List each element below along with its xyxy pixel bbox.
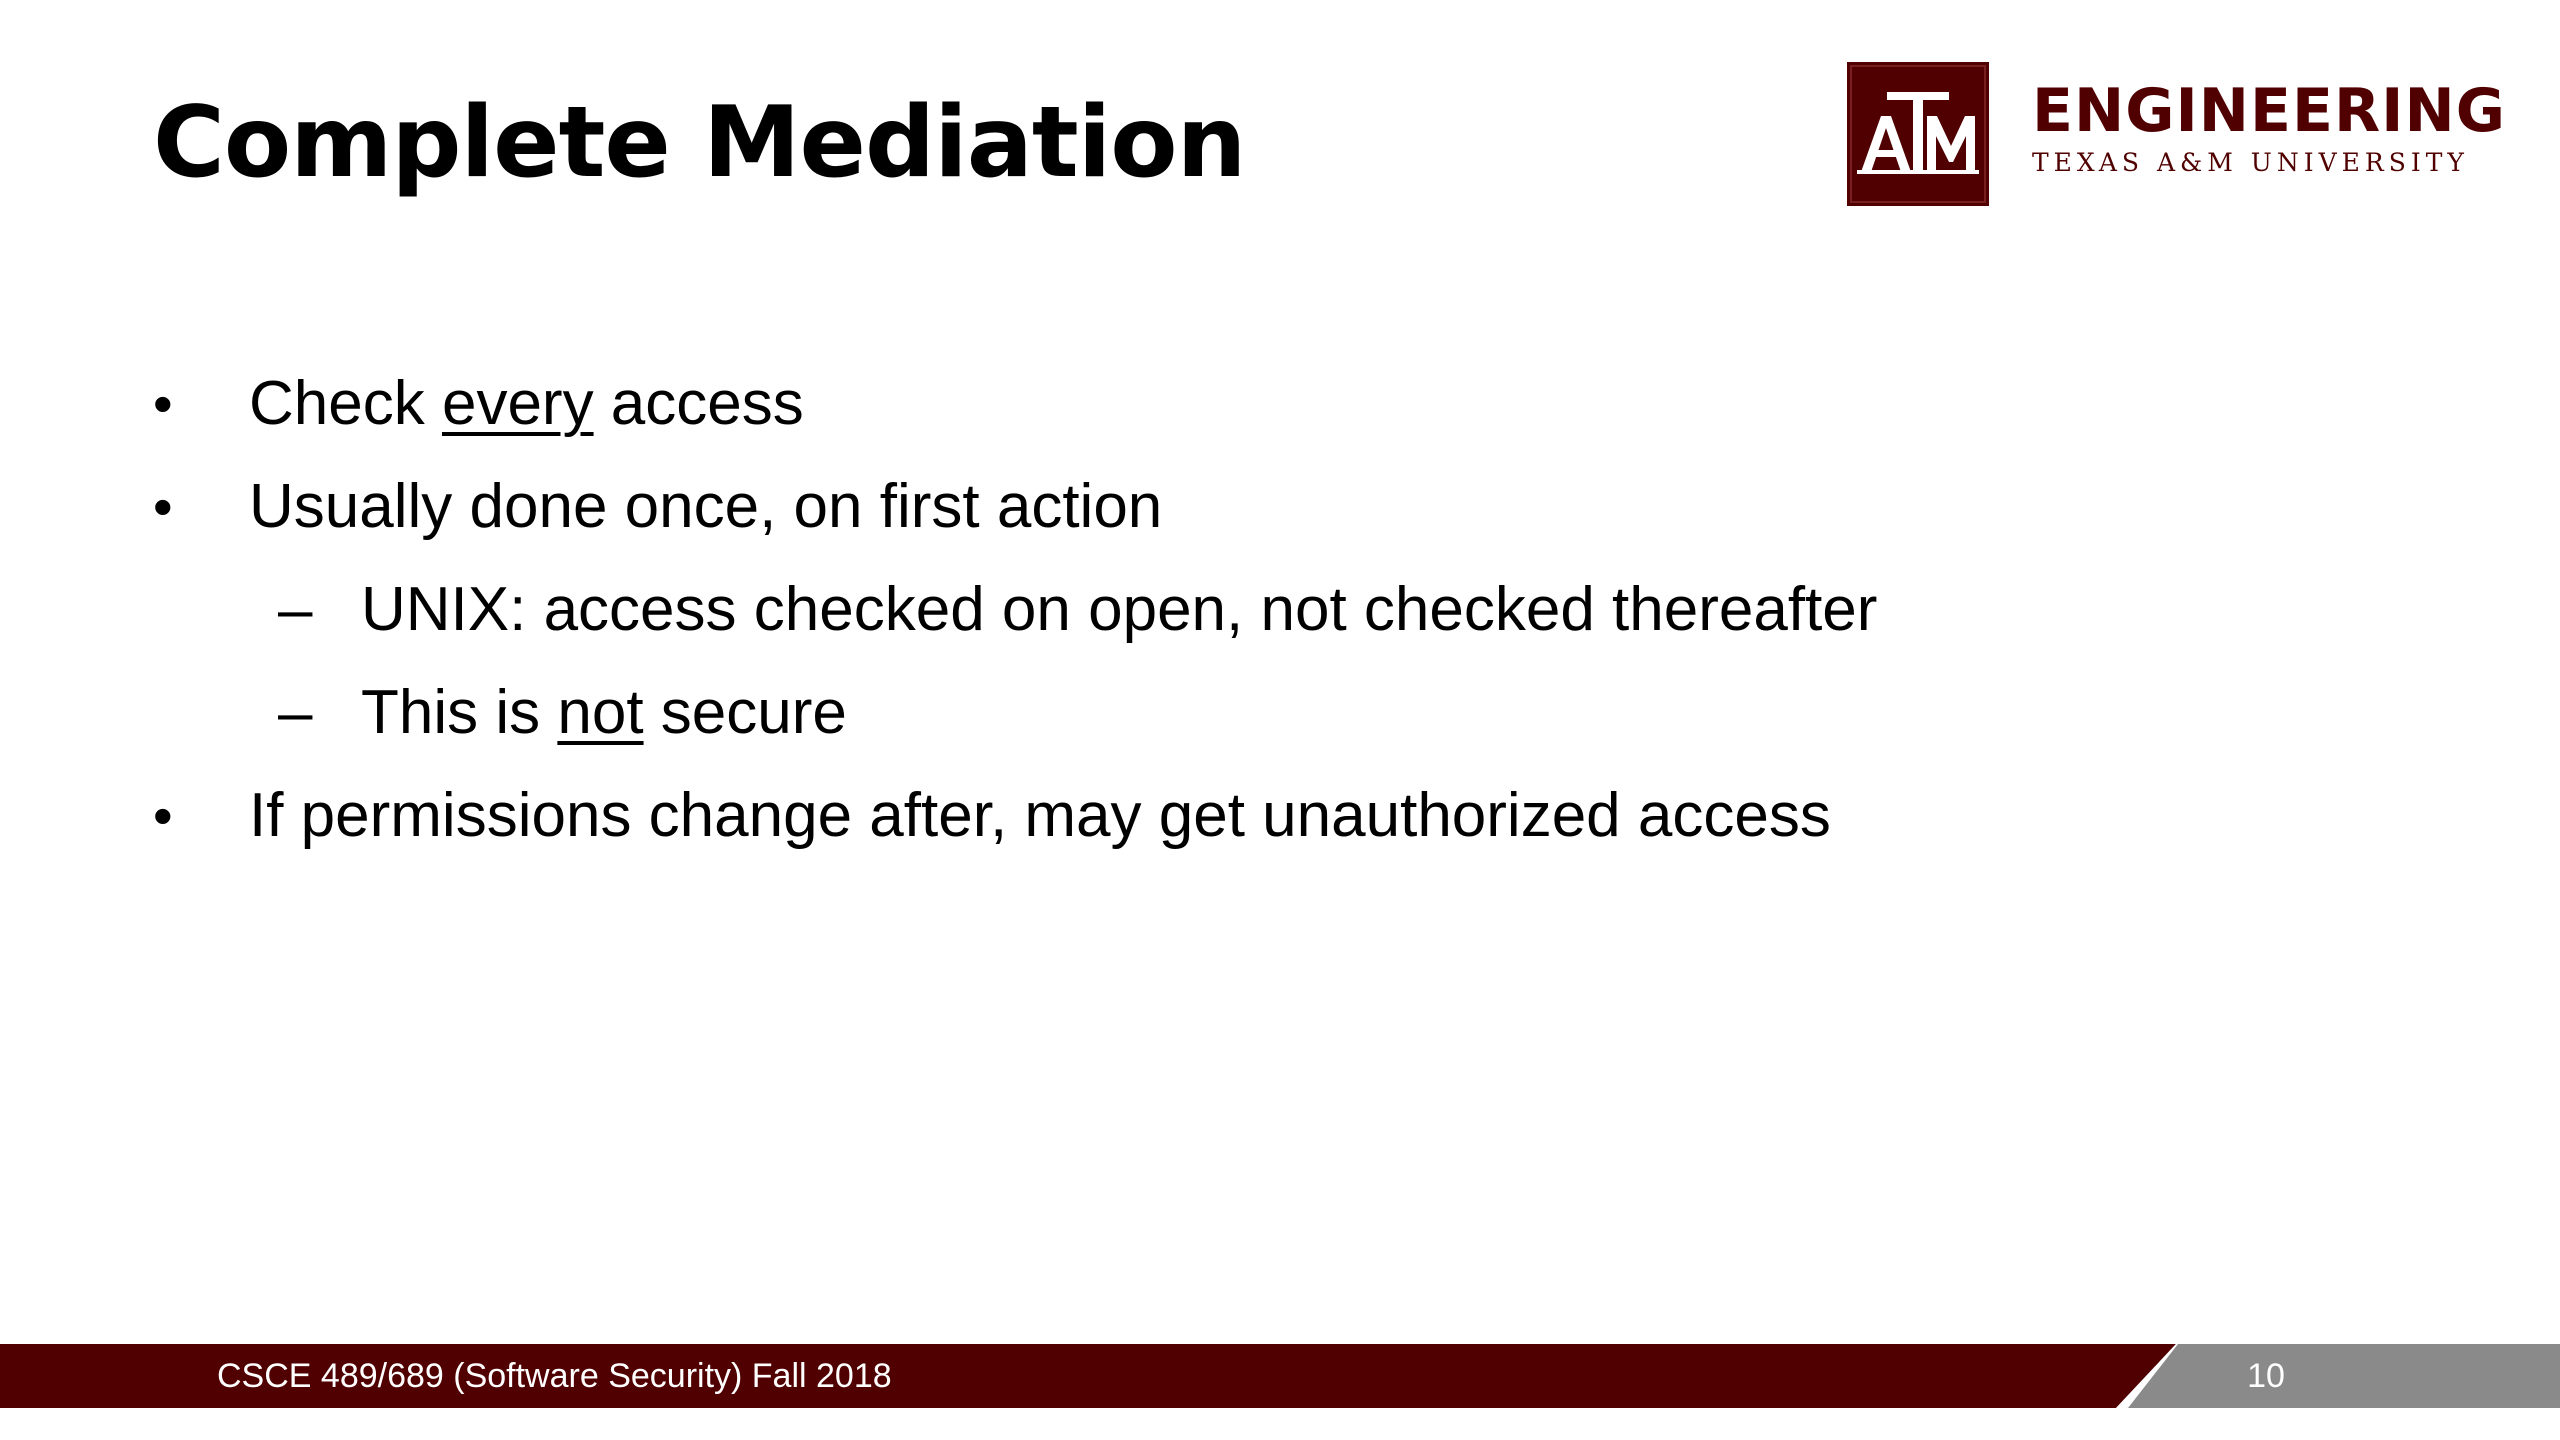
dash-marker: – (278, 575, 313, 644)
sub-bullet-item (0, 558, 2560, 661)
emphasis-text: not (557, 678, 644, 747)
bullet-text-part: secure (643, 678, 847, 747)
engineering-wordmark (2032, 76, 2506, 178)
tamu-logo-icon (1847, 62, 1989, 206)
sub-bullet-text: UNIX: access checked on open, not checked thereafter (361, 575, 1878, 644)
slide-title: Complete Mediation (153, 86, 1246, 200)
bullet-text (249, 352, 804, 455)
footer-bar (0, 1344, 2560, 1408)
bullet-text-part: This is (361, 678, 558, 747)
bullet-text-part: access (593, 369, 804, 438)
bullet-marker: • (153, 372, 173, 435)
bullet-marker: • (153, 784, 173, 847)
sub-bullet-item (0, 661, 2560, 764)
bullet-item (0, 764, 2560, 867)
course-footer: CSCE 489/689 (Software Security) Fall 2018 (217, 1357, 892, 1395)
bullet-text: Usually done once, on first action (249, 472, 1163, 541)
dash-marker: – (278, 678, 313, 747)
emphasis-text: every (441, 369, 594, 438)
sub-bullet-text (361, 661, 847, 764)
page-number: 10 (2247, 1357, 2285, 1395)
logo-wordmark: ENGINEERING (2032, 76, 2506, 146)
bullet-text: If permissions change after, may get unauthorized access (249, 781, 1831, 850)
bullet-list (0, 352, 2560, 867)
bullet-marker: • (153, 475, 173, 538)
logo-subtitle: TEXAS A&M UNIVERSITY (2032, 148, 2469, 177)
bullet-item (0, 352, 2560, 455)
bullet-text-part: Check (249, 369, 442, 438)
bullet-item (0, 455, 2560, 558)
